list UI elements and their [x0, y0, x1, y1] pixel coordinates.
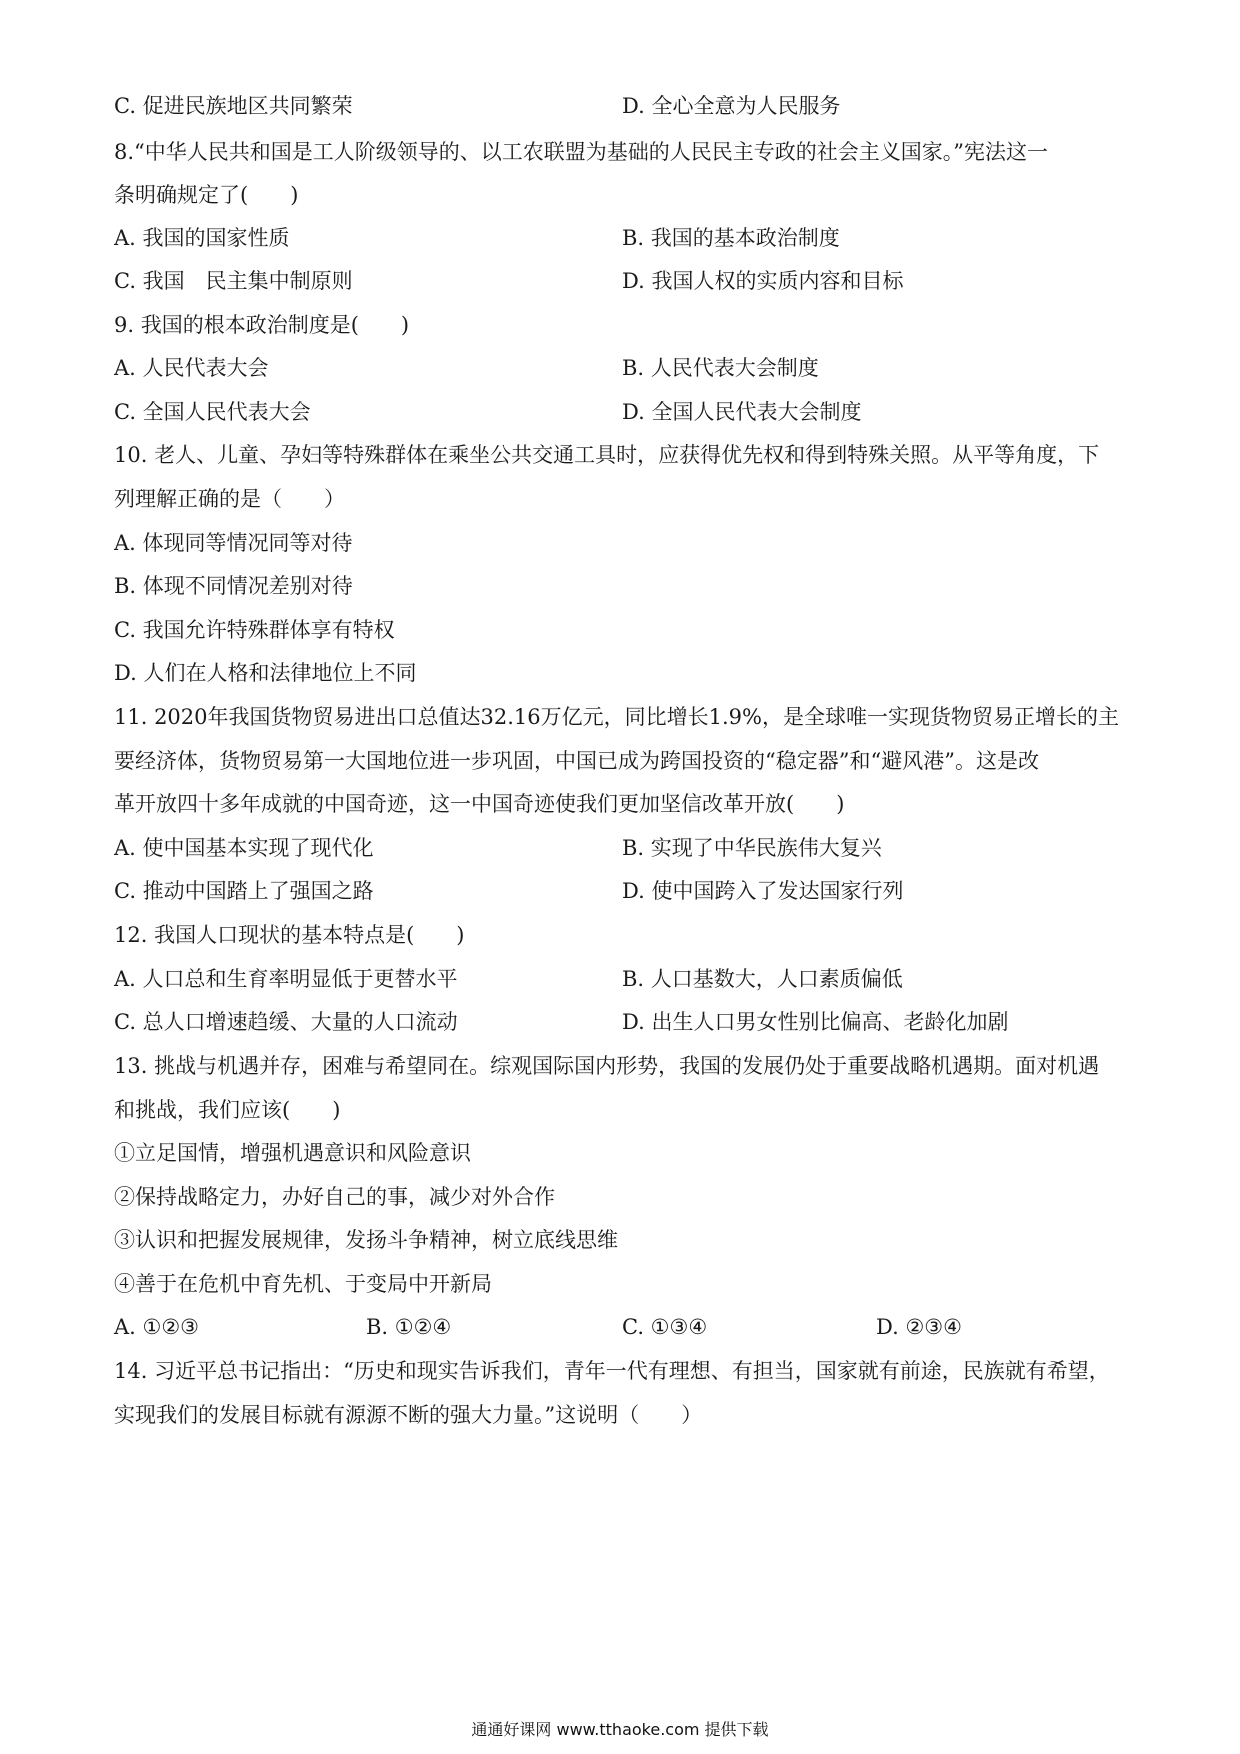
q13-stem-line-2: 和挑战，我们应该( ) — [114, 1098, 341, 1122]
q10-stem-line-1: 10. 老人、儿童、孕妇等特殊群体在乘坐公共交通工具时，应获得优先权和得到特殊关照。从平等角度，下 — [114, 443, 1100, 467]
q13-option-c: C. ①③④ — [622, 1315, 708, 1339]
q10-option-c: C. 我国允许特殊群体享有特权 — [114, 618, 395, 642]
q8-option-d: D. 我国人权的实质内容和目标 — [622, 269, 904, 293]
q11-stem-line-1: 11. 2020年我国货物贸易进出口总值达32.16万亿元，同比增长1.9%，是全球唯一实现货物贸易正增长的主 — [114, 705, 1119, 729]
q11-option-c: C. 推动中国踏上了强国之路 — [114, 879, 374, 903]
q13-item-1: ①立足国情，增强机遇意识和风险意识 — [114, 1141, 471, 1165]
q11-stem-line-2: 要经济体，货物贸易第一大国地位进一步巩固，中国已成为跨国投资的“稳定器”和“避风港”。这是改 — [114, 749, 1039, 773]
q12-option-a: A. 人口总和生育率明显低于更替水平 — [114, 967, 458, 991]
q10-option-a: A. 体现同等情况同等对待 — [114, 531, 353, 555]
q12-option-d: D. 出生人口男女性别比偏高、老龄化加剧 — [622, 1010, 1009, 1034]
q8-option-a: A. 我国的国家性质 — [114, 226, 290, 250]
q9-option-a: A. 人民代表大会 — [114, 356, 269, 380]
q10-option-d: D. 人们在人格和法律地位上不同 — [114, 661, 417, 685]
q13-option-a: A. ①②③ — [114, 1315, 199, 1339]
q9-option-b: B. 人民代表大会制度 — [622, 356, 819, 380]
q13-option-d: D. ②③④ — [876, 1315, 962, 1339]
q10-option-b: B. 体现不同情况差别对待 — [114, 574, 353, 598]
q11-option-b: B. 实现了中华民族伟大复兴 — [622, 836, 882, 860]
q9-option-c: C. 全国人民代表大会 — [114, 400, 311, 424]
q9-option-d: D. 全国人民代表大会制度 — [622, 400, 862, 424]
q7-option-d: D. 全心全意为人民服务 — [622, 94, 841, 118]
q13-stem-line-1: 13. 挑战与机遇并存，困难与希望同在。综观国际国内形势，我国的发展仍处于重要战略机遇期。面对机遇 — [114, 1054, 1100, 1078]
q12-option-c: C. 总人口增速趋缓、大量的人口流动 — [114, 1010, 458, 1034]
page-footer: 通通好课网 www.tthaoke.com 提供下载 — [471, 1720, 769, 1739]
q13-item-2: ②保持战略定力，办好自己的事，减少对外合作 — [114, 1185, 555, 1209]
q11-option-d: D. 使中国跨入了发达国家行列 — [622, 879, 904, 903]
q11-stem-line-3: 革开放四十多年成就的中国奇迹，这一中国奇迹使我们更加坚信改革开放( ) — [114, 792, 845, 816]
q13-item-3: ③认识和把握发展规律，发扬斗争精神，树立底线思维 — [114, 1228, 618, 1252]
q9-stem: 9. 我国的根本政治制度是( ) — [114, 313, 410, 337]
q14-stem-line-1: 14. 习近平总书记指出：“历史和现实告诉我们，青年一代有理想、有担当，国家就有前途，民族就有希望， — [114, 1359, 1110, 1383]
q7-option-c: C. 促进民族地区共同繁荣 — [114, 94, 353, 118]
q12-stem: 12. 我国人口现状的基本特点是( ) — [114, 923, 465, 947]
q10-stem-line-2: 列理解正确的是（ ） — [114, 487, 345, 511]
q12-option-b: B. 人口基数大，人口素质偏低 — [622, 967, 903, 991]
q14-stem-line-2: 实现我们的发展目标就有源源不断的强大力量。”这说明（ ） — [114, 1403, 703, 1427]
q8-option-c: C. 我国 民主集中制原则 — [114, 269, 353, 293]
q13-item-4: ④善于在危机中育先机、于变局中开新局 — [114, 1272, 492, 1296]
q11-option-a: A. 使中国基本实现了现代化 — [114, 836, 374, 860]
q8-stem-line-1: 8.“中华人民共和国是工人阶级领导的、以工农联盟为基础的人民民主专政的社会主义国家。”宪法这一 — [114, 140, 1049, 164]
q8-stem-line-2: 条明确规定了( ) — [114, 183, 299, 207]
q13-option-b: B. ①②④ — [366, 1315, 452, 1339]
q8-option-b: B. 我国的基本政治制度 — [622, 226, 840, 250]
